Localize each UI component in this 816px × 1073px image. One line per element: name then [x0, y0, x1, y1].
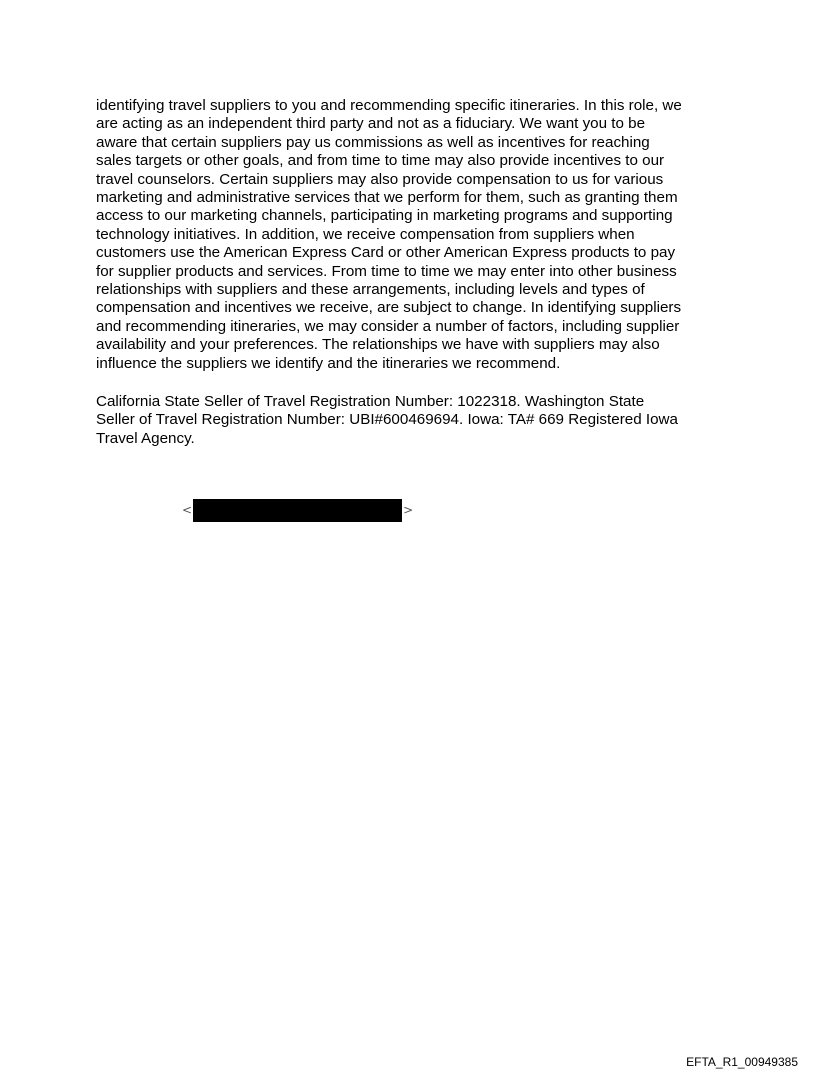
redaction-block	[193, 499, 402, 522]
paragraph-line: identifying travel suppliers to you and recommending specific itineraries. In this role, we	[96, 97, 682, 114]
paragraph-line: sales targets or other goals, and from time to time may also provide incentives to our	[96, 152, 665, 170]
paragraph-line: are acting as an independent third party and not as a fiduciary. We want you to be	[96, 115, 646, 133]
paragraph-line: aware that certain suppliers pay us commissions as well as incentives for reaching	[96, 133, 650, 151]
document-id-footer: EFTA_R1_00949385	[686, 1055, 798, 1069]
disclosure-paragraph	[96, 97, 726, 373]
paragraph-line: California State Seller of Travel Registration Number: 1022318. Washington State	[96, 393, 645, 410]
paragraph-line: availability and your preferences. The relationships we have with suppliers may also	[96, 336, 660, 354]
paragraph-line: travel counselors. Certain suppliers may also provide compensation to us for various	[96, 170, 664, 188]
paragraph-line: technology initiatives. In addition, we receive compensation from suppliers when	[96, 225, 635, 243]
paragraph-line: customers use the American Express Card or other American Express products to pay	[96, 244, 676, 262]
paragraph-line: for supplier products and services. From time to time we may enter into other business	[96, 262, 677, 280]
paragraph-line: Seller of Travel Registration Number: UBI#600469694. Iowa: TA# 669 Registered Iowa	[96, 411, 678, 429]
paragraph-line: relationships with suppliers and these arrangements, including levels and types of	[96, 281, 645, 299]
paragraph-line: and recommending itineraries, we may consider a number of factors, including supplier	[96, 317, 680, 335]
registration-paragraph	[96, 393, 726, 448]
redaction-close-bracket: >	[403, 503, 414, 517]
redaction-open-bracket: <	[182, 503, 193, 517]
paragraph-line: access to our marketing channels, participating in marketing programs and supporting	[96, 207, 673, 225]
redacted-field	[182, 498, 413, 522]
paragraph-line: compensation and incentives we receive, are subject to change. In identifying suppliers	[96, 299, 682, 317]
paragraph-line: marketing and administrative services that we perform for them, such as granting them	[96, 189, 678, 207]
paragraph-line: influence the suppliers we identify and the itineraries we recommend.	[96, 354, 561, 372]
paragraph-line: Travel Agency.	[96, 429, 195, 447]
